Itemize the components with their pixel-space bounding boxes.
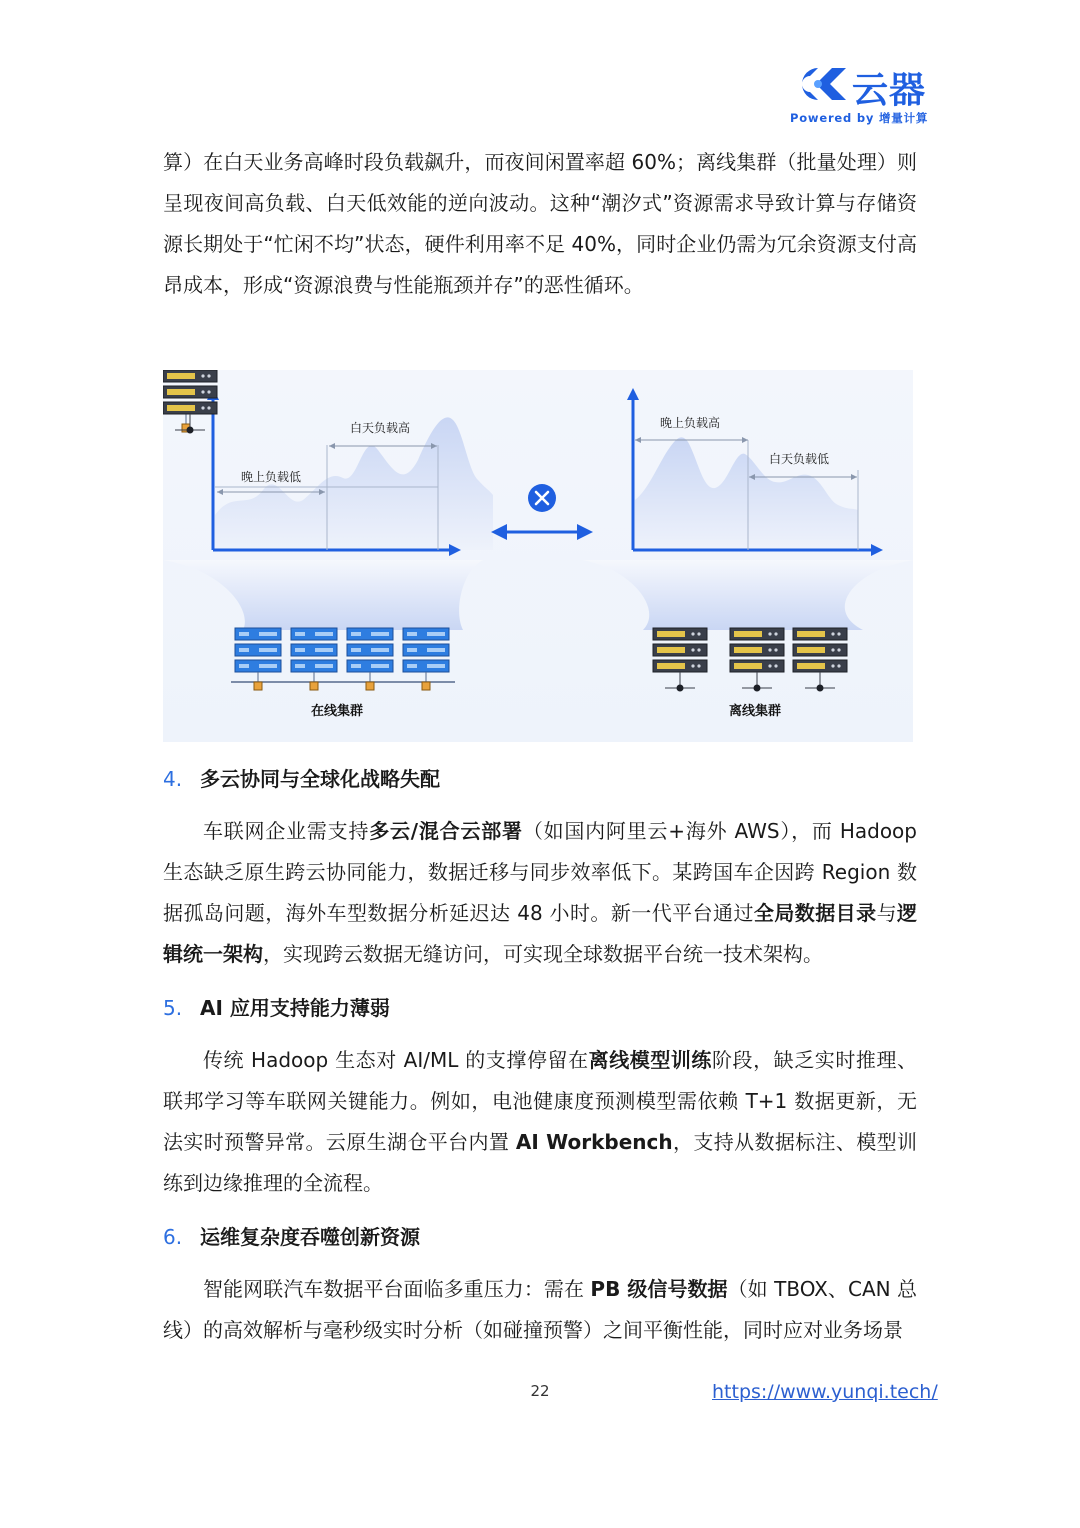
right-chart bbox=[627, 388, 883, 556]
section-4-heading bbox=[163, 764, 440, 794]
mismatch-connector bbox=[491, 484, 593, 540]
intro-text: 算）在白天业务高峰时段负载飙升，而夜间闲置率超 60%；离线集群（批量处理）则呈现夜间高负载、白天低效能的逆向波动。这种“潮汐式”资源需求导致计算与存储资源长期处于“忙闲不均”状态，硬件利用率不足 40%，同时企业仍需为冗余资源支付高昂成本，形成“资源浪费与性能瓶颈并存”的恶性循环。 bbox=[163, 150, 917, 297]
section-4-paragraph bbox=[163, 811, 917, 975]
right-low-label: 白天负载低 bbox=[769, 452, 830, 466]
section-title: 多云协同与全球化战略失配 bbox=[200, 767, 440, 791]
logo-wordmark: 云器 bbox=[852, 70, 927, 111]
text-run: ，实现跨云数据无缝访问，可实现全球数据平台统一技术架构。 bbox=[263, 942, 823, 966]
section-number: 4. bbox=[163, 767, 183, 791]
offline-cluster-label: 离线集群 bbox=[729, 704, 782, 719]
online-cluster-label: 在线集群 bbox=[311, 704, 364, 719]
section-4-body bbox=[163, 811, 917, 975]
section-6-paragraph bbox=[163, 1269, 917, 1351]
bold-run: PB 级信号数据 bbox=[590, 1277, 728, 1301]
online-server-rack bbox=[403, 628, 449, 690]
section-5-body bbox=[163, 1040, 917, 1204]
online-server-rack bbox=[347, 628, 393, 690]
bold-run: 全局数据目录 bbox=[753, 901, 877, 925]
tidal-load-figure bbox=[163, 370, 913, 742]
offline-server-rack bbox=[793, 628, 847, 692]
text-run: 传统 Hadoop 生态对 AI/ML 的支撑停留在 bbox=[203, 1048, 589, 1072]
bold-run: AI Workbench bbox=[515, 1130, 673, 1154]
section-6-heading bbox=[163, 1222, 420, 1252]
left-arrow-icon bbox=[491, 524, 507, 540]
right-peak-label: 晚上负载高 bbox=[660, 416, 721, 430]
text-run: 阶段，缺乏实时推理、联邦学习等车联网关键能力。例如，电池健康度预测模型需依赖 T+1 数据更新，无法实时预警异常。云原生湖仓平台内置 bbox=[163, 1048, 918, 1154]
right-funnel bbox=[583, 560, 913, 630]
text-run: （如 TBOX、CAN 总线）的高效解析与毫秒级实时分析（如碰撞预警）之间平衡性能，同时应对业务场景 bbox=[163, 1277, 917, 1342]
section-number: 6. bbox=[163, 1225, 183, 1249]
website-link[interactable]: https://www.yunqi.tech/ bbox=[712, 1381, 938, 1403]
text-run: 车联网企业需支持 bbox=[203, 819, 370, 843]
section-6-body bbox=[163, 1269, 917, 1351]
section-number: 5. bbox=[163, 996, 183, 1020]
tidal-load-diagram bbox=[163, 370, 913, 742]
online-server-rack bbox=[291, 628, 337, 690]
intro-paragraph bbox=[163, 142, 917, 306]
section-title: AI 应用支持能力薄弱 bbox=[200, 996, 390, 1020]
page-number: 22 bbox=[530, 1382, 550, 1400]
text-run: 智能网联汽车数据平台面临多重压力：需在 bbox=[203, 1277, 591, 1301]
logo-mark-icon bbox=[788, 64, 848, 104]
section-title: 运维复杂度吞噬创新资源 bbox=[200, 1225, 420, 1249]
bold-run: 多云/混合云部署 bbox=[369, 819, 523, 843]
section-5-paragraph bbox=[163, 1040, 917, 1204]
text-run: （如国内阿里云+海外 AWS），而 Hadoop 生态缺乏原生跨云协同能力，数据迁移与同步效率低下。某跨国车企因跨 Region 数据孤岛问题，海外车型数据分析延迟达 48 小时。新一代平台通过 bbox=[163, 819, 917, 925]
offline-server-rack bbox=[653, 628, 707, 692]
bold-run: 逻辑统一架构 bbox=[163, 901, 918, 966]
left-low-label: 晚上负载低 bbox=[241, 470, 302, 484]
left-chart bbox=[207, 388, 493, 556]
right-arrow-icon bbox=[577, 524, 593, 540]
section-5-heading bbox=[163, 993, 390, 1023]
logo-tagline: Powered by 增量计算 bbox=[790, 111, 929, 125]
brand-logo bbox=[788, 60, 928, 130]
text-run: ，支持从数据标注、模型训练到边缘推理的全流程。 bbox=[163, 1130, 918, 1195]
offline-server-rack bbox=[730, 628, 784, 692]
online-server-rack bbox=[235, 628, 281, 690]
bold-run: 离线模型训练 bbox=[588, 1048, 712, 1072]
text-run: 与 bbox=[876, 901, 898, 925]
left-peak-label: 白天负载高 bbox=[350, 421, 411, 435]
left-funnel bbox=[163, 560, 483, 630]
